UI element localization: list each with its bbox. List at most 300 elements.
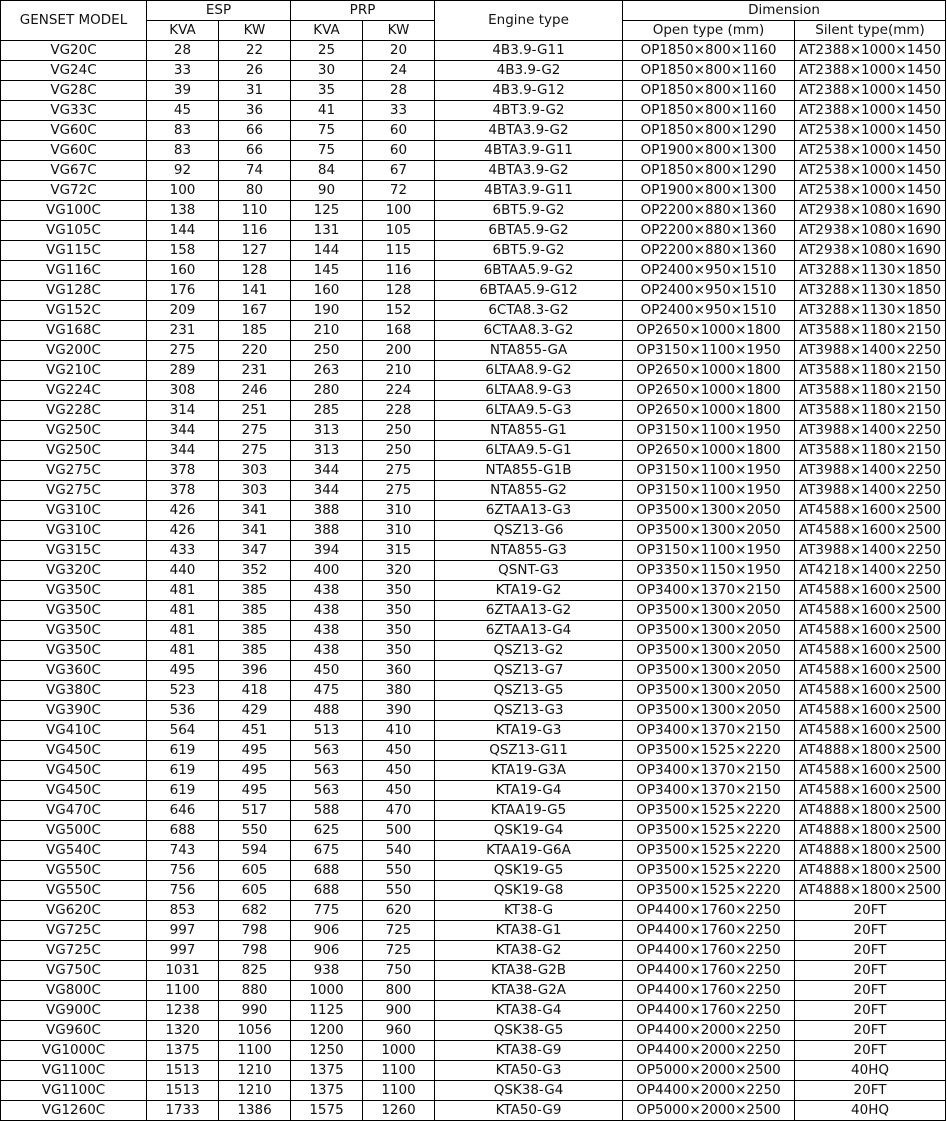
silent-type-cell: AT4588×1600×2500: [795, 601, 946, 621]
prp-kva-cell: 160: [291, 281, 363, 301]
esp-kva-cell: 1100: [147, 981, 219, 1001]
esp-kva-cell: 344: [147, 421, 219, 441]
prp-kva-cell: 1000: [291, 981, 363, 1001]
open-type-cell: OP2650×1000×1800: [623, 321, 795, 341]
table-row: [1, 201, 946, 221]
silent-type-cell: AT3588×1180×2150: [795, 401, 946, 421]
engine-type-cell: 6BTAA5.9-G12: [435, 281, 623, 301]
open-type-cell: OP3500×1300×2050: [623, 701, 795, 721]
prp-kva-cell: 313: [291, 441, 363, 461]
prp-kva-cell: 313: [291, 421, 363, 441]
genset-model-cell: VG450C: [1, 781, 147, 801]
open-type-cell: OP5000×2000×2500: [623, 1061, 795, 1081]
prp-kw-cell: 800: [363, 981, 435, 1001]
esp-kw-cell: 141: [219, 281, 291, 301]
prp-kva-cell: 438: [291, 641, 363, 661]
genset-model-cell: VG310C: [1, 501, 147, 521]
engine-type-cell: QSZ13-G11: [435, 741, 623, 761]
genset-model-cell: VG1260C: [1, 1101, 147, 1121]
silent-type-cell: AT4588×1600×2500: [795, 781, 946, 801]
table-row: [1, 941, 946, 961]
prp-kva-cell: 145: [291, 261, 363, 281]
prp-kw-cell: 250: [363, 441, 435, 461]
table-row: [1, 481, 946, 501]
prp-kva-cell: 400: [291, 561, 363, 581]
prp-kva-cell: 438: [291, 621, 363, 641]
silent-type-cell: AT4588×1600×2500: [795, 501, 946, 521]
table-body: [1, 41, 946, 1121]
silent-type-cell: AT4588×1600×2500: [795, 761, 946, 781]
silent-type-cell: AT2538×1000×1450: [795, 121, 946, 141]
open-type-cell: OP3150×1100×1950: [623, 421, 795, 441]
open-type-cell: OP3400×1370×2150: [623, 781, 795, 801]
engine-type-cell: NTA855-GA: [435, 341, 623, 361]
prp-kva-cell: 190: [291, 301, 363, 321]
prp-kw-cell: 1260: [363, 1101, 435, 1121]
silent-type-cell: AT2538×1000×1450: [795, 141, 946, 161]
genset-model-cell: VG24C: [1, 61, 147, 81]
prp-kw-cell: 105: [363, 221, 435, 241]
open-type-cell: OP3500×1525×2220: [623, 801, 795, 821]
esp-kw-cell: 990: [219, 1001, 291, 1021]
table-row: [1, 541, 946, 561]
esp-kva-cell: 231: [147, 321, 219, 341]
prp-kw-cell: 24: [363, 61, 435, 81]
esp-kva-cell: 1513: [147, 1061, 219, 1081]
prp-kva-cell: 125: [291, 201, 363, 221]
engine-type-cell: KTA38-G1: [435, 921, 623, 941]
prp-kva-cell: 1200: [291, 1021, 363, 1041]
genset-model-cell: VG115C: [1, 241, 147, 261]
esp-kw-cell: 1386: [219, 1101, 291, 1121]
prp-kva-cell: 938: [291, 961, 363, 981]
silent-type-cell: AT3988×1400×2250: [795, 341, 946, 361]
esp-kva-cell: 308: [147, 381, 219, 401]
prp-kw-cell: 33: [363, 101, 435, 121]
esp-kw-cell: 110: [219, 201, 291, 221]
table-row: [1, 581, 946, 601]
header-row-top: [1, 1, 946, 21]
table-row: [1, 801, 946, 821]
prp-kw-cell: 470: [363, 801, 435, 821]
engine-type-cell: NTA855-G1B: [435, 461, 623, 481]
engine-type-cell: QSZ13-G2: [435, 641, 623, 661]
engine-type-cell: KTA38-G4: [435, 1001, 623, 1021]
genset-model-cell: VG200C: [1, 341, 147, 361]
open-type-cell: OP2650×1000×1800: [623, 401, 795, 421]
genset-model-cell: VG450C: [1, 741, 147, 761]
open-type-cell: OP2200×880×1360: [623, 201, 795, 221]
silent-type-cell: 20FT: [795, 1041, 946, 1061]
table-row: [1, 881, 946, 901]
table-row: [1, 141, 946, 161]
esp-kva-cell: 45: [147, 101, 219, 121]
engine-type-cell: 4BTA3.9-G2: [435, 121, 623, 141]
esp-kw-cell: 429: [219, 701, 291, 721]
prp-kw-cell: 275: [363, 461, 435, 481]
genset-model-cell: VG320C: [1, 561, 147, 581]
prp-kw-cell: 100: [363, 201, 435, 221]
genset-model-cell: VG1000C: [1, 1041, 147, 1061]
open-type-cell: OP2200×880×1360: [623, 241, 795, 261]
open-type-cell: OP3400×1370×2150: [623, 761, 795, 781]
genset-model-cell: VG350C: [1, 581, 147, 601]
open-type-cell: OP4400×2000×2250: [623, 1081, 795, 1101]
prp-kva-cell: 388: [291, 501, 363, 521]
prp-kva-cell: 1575: [291, 1101, 363, 1121]
engine-type-cell: 6BT5.9-G2: [435, 241, 623, 261]
genset-model-cell: VG250C: [1, 421, 147, 441]
prp-header: PRP: [291, 1, 435, 21]
prp-kw-cell: 310: [363, 501, 435, 521]
prp-kva-cell: 1250: [291, 1041, 363, 1061]
silent-type-cell: 20FT: [795, 1021, 946, 1041]
genset-model-cell: VG380C: [1, 681, 147, 701]
engine-type-cell: 6ZTAA13-G2: [435, 601, 623, 621]
esp-kva-cell: 1238: [147, 1001, 219, 1021]
prp-kva-cell: 563: [291, 741, 363, 761]
esp-kw-cell: 251: [219, 401, 291, 421]
engine-type-cell: 4BT3.9-G2: [435, 101, 623, 121]
esp-kw-cell: 1210: [219, 1061, 291, 1081]
esp-kva-cell: 289: [147, 361, 219, 381]
esp-kw-cell: 303: [219, 461, 291, 481]
open-type-cell: OP4400×2000×2250: [623, 1041, 795, 1061]
prp-kw-cell: 350: [363, 581, 435, 601]
silent-type-cell: AT4588×1600×2500: [795, 661, 946, 681]
prp-kva-cell: 906: [291, 921, 363, 941]
silent-type-cell: AT2388×1000×1450: [795, 101, 946, 121]
open-type-cell: OP3350×1150×1950: [623, 561, 795, 581]
silent-type-cell: AT4888×1800×2500: [795, 841, 946, 861]
prp-kw-cell: 1100: [363, 1061, 435, 1081]
open-type-cell: OP3500×1300×2050: [623, 661, 795, 681]
prp-kw-cell: 28: [363, 81, 435, 101]
silent-type-cell: AT4888×1800×2500: [795, 741, 946, 761]
esp-kva-cell: 83: [147, 141, 219, 161]
engine-type-cell: 6BTA5.9-G2: [435, 221, 623, 241]
table-row: [1, 781, 946, 801]
silent-type-cell: AT4888×1800×2500: [795, 801, 946, 821]
table-row: [1, 321, 946, 341]
silent-type-cell: AT4588×1600×2500: [795, 521, 946, 541]
esp-kva-cell: 481: [147, 601, 219, 621]
prp-kva-cell: 280: [291, 381, 363, 401]
esp-kw-cell: 74: [219, 161, 291, 181]
engine-type-cell: 6BTAA5.9-G2: [435, 261, 623, 281]
open-type-cell: OP3400×1370×2150: [623, 721, 795, 741]
engine-type-cell: 6LTAA9.5-G1: [435, 441, 623, 461]
esp-kw-cell: 1210: [219, 1081, 291, 1101]
silent-type-cell: AT3588×1180×2150: [795, 361, 946, 381]
esp-kva-cell: 440: [147, 561, 219, 581]
genset-model-cell: VG350C: [1, 601, 147, 621]
engine-type-cell: 6ZTAA13-G3: [435, 501, 623, 521]
prp-kva-cell: 488: [291, 701, 363, 721]
esp-kva-cell: 158: [147, 241, 219, 261]
silent-type-cell: AT4888×1800×2500: [795, 861, 946, 881]
esp-kw-cell: 185: [219, 321, 291, 341]
genset-model-cell: VG750C: [1, 961, 147, 981]
esp-kva-cell: 28: [147, 41, 219, 61]
prp-kva-cell: 210: [291, 321, 363, 341]
silent-type-cell: AT4588×1600×2500: [795, 621, 946, 641]
esp-kw-cell: 167: [219, 301, 291, 321]
esp-kva-cell: 1320: [147, 1021, 219, 1041]
silent-type-cell: AT4588×1600×2500: [795, 681, 946, 701]
open-type-cell: OP4400×1760×2250: [623, 961, 795, 981]
silent-type-cell: 40HQ: [795, 1061, 946, 1081]
prp-kva-cell: 250: [291, 341, 363, 361]
table-row: [1, 81, 946, 101]
esp-kw-cell: 682: [219, 901, 291, 921]
table-row: [1, 741, 946, 761]
esp-kw-cell: 116: [219, 221, 291, 241]
esp-kva-cell: 1513: [147, 1081, 219, 1101]
esp-kva-cell: 33: [147, 61, 219, 81]
prp-kw-cell: 115: [363, 241, 435, 261]
genset-model-cell: VG116C: [1, 261, 147, 281]
prp-kw-cell: 200: [363, 341, 435, 361]
open-type-cell: OP3500×1300×2050: [623, 521, 795, 541]
silent-type-cell: AT2538×1000×1450: [795, 161, 946, 181]
silent-type-cell: AT3288×1130×1850: [795, 281, 946, 301]
esp-kva-cell: 433: [147, 541, 219, 561]
genset-model-cell: VG72C: [1, 181, 147, 201]
engine-type-cell: QSZ13-G6: [435, 521, 623, 541]
prp-kva-cell: 41: [291, 101, 363, 121]
silent-type-cell: AT3988×1400×2250: [795, 421, 946, 441]
engine-type-cell: 4B3.9-G2: [435, 61, 623, 81]
engine-type-cell: NTA855-G3: [435, 541, 623, 561]
genset-model-cell: VG60C: [1, 141, 147, 161]
prp-kva-cell: 438: [291, 601, 363, 621]
esp-kw-cell: 385: [219, 601, 291, 621]
table-row: [1, 1041, 946, 1061]
esp-kw-cell: 347: [219, 541, 291, 561]
genset-model-cell: VG60C: [1, 121, 147, 141]
genset-model-cell: VG350C: [1, 621, 147, 641]
prp-kva-cell: 344: [291, 461, 363, 481]
open-type-cell: OP3500×1525×2220: [623, 881, 795, 901]
esp-kw-cell: 385: [219, 641, 291, 661]
table-row: [1, 381, 946, 401]
silent-type-cell: AT2538×1000×1450: [795, 181, 946, 201]
open-type-cell: OP3500×1525×2220: [623, 821, 795, 841]
open-type-cell: OP4400×1760×2250: [623, 901, 795, 921]
genset-model-cell: VG228C: [1, 401, 147, 421]
table-row: [1, 1081, 946, 1101]
esp-kw-cell: 451: [219, 721, 291, 741]
esp-kw-cell: 66: [219, 121, 291, 141]
silent-type-cell: AT3988×1400×2250: [795, 481, 946, 501]
prp-kw-cell: 725: [363, 921, 435, 941]
open-type-cell: OP3500×1300×2050: [623, 621, 795, 641]
genset-model-cell: VG550C: [1, 861, 147, 881]
table-row: [1, 681, 946, 701]
table-row: [1, 401, 946, 421]
genset-model-cell: VG33C: [1, 101, 147, 121]
prp-kw-cell: 500: [363, 821, 435, 841]
esp-kw-cell: 495: [219, 741, 291, 761]
engine-type-cell: KTA38-G2A: [435, 981, 623, 1001]
genset-model-cell: VG470C: [1, 801, 147, 821]
prp-kva-cell: 438: [291, 581, 363, 601]
prp-kw-cell: 960: [363, 1021, 435, 1041]
esp-kw-cell: 80: [219, 181, 291, 201]
open-type-cell: OP3500×1300×2050: [623, 601, 795, 621]
open-type-cell: OP2650×1000×1800: [623, 381, 795, 401]
esp-kva-cell: 564: [147, 721, 219, 741]
open-type-cell: OP4400×2000×2250: [623, 1021, 795, 1041]
engine-type-header: Engine type: [435, 1, 623, 41]
genset-model-header: GENSET MODEL: [1, 1, 147, 41]
engine-type-cell: KT38-G: [435, 901, 623, 921]
genset-model-cell: VG275C: [1, 481, 147, 501]
genset-model-cell: VG20C: [1, 41, 147, 61]
prp-kva-cell: 513: [291, 721, 363, 741]
silent-type-cell: AT3288×1130×1850: [795, 261, 946, 281]
table-row: [1, 101, 946, 121]
esp-kva-cell: 743: [147, 841, 219, 861]
prp-kva-cell: 1375: [291, 1081, 363, 1101]
esp-kw-cell: 1056: [219, 1021, 291, 1041]
prp-kw-cell: 168: [363, 321, 435, 341]
prp-kw-cell: 350: [363, 641, 435, 661]
esp-kva-cell: 144: [147, 221, 219, 241]
open-type-cell: OP3500×1300×2050: [623, 641, 795, 661]
table-row: [1, 561, 946, 581]
table-row: [1, 61, 946, 81]
esp-kw-cell: 128: [219, 261, 291, 281]
esp-kw-cell: 594: [219, 841, 291, 861]
silent-type-cell: AT4588×1600×2500: [795, 581, 946, 601]
prp-kw-cell: 224: [363, 381, 435, 401]
engine-type-cell: 6CTAA8.3-G2: [435, 321, 623, 341]
esp-kva-cell: 646: [147, 801, 219, 821]
esp-kva-cell: 619: [147, 781, 219, 801]
prp-kw-cell: 450: [363, 741, 435, 761]
prp-kva-header: KVA: [291, 21, 363, 41]
esp-kw-cell: 275: [219, 441, 291, 461]
open-type-cell: OP3150×1100×1950: [623, 481, 795, 501]
esp-kw-cell: 341: [219, 501, 291, 521]
esp-kva-cell: 523: [147, 681, 219, 701]
genset-model-cell: VG224C: [1, 381, 147, 401]
genset-model-cell: VG620C: [1, 901, 147, 921]
silent-type-cell: AT4888×1800×2500: [795, 881, 946, 901]
engine-type-cell: KTA19-G2: [435, 581, 623, 601]
open-type-cell: OP2400×950×1510: [623, 261, 795, 281]
genset-model-cell: VG67C: [1, 161, 147, 181]
table-row: [1, 821, 946, 841]
esp-kw-cell: 246: [219, 381, 291, 401]
engine-type-cell: KTA38-G2B: [435, 961, 623, 981]
silent-type-cell: AT2388×1000×1450: [795, 61, 946, 81]
table-row: [1, 441, 946, 461]
engine-type-cell: QSK19-G8: [435, 881, 623, 901]
esp-kva-cell: 160: [147, 261, 219, 281]
engine-type-cell: 6ZTAA13-G4: [435, 621, 623, 641]
prp-kva-cell: 144: [291, 241, 363, 261]
open-type-cell: OP4400×1760×2250: [623, 981, 795, 1001]
silent-type-cell: AT4218×1400×2250: [795, 561, 946, 581]
prp-kva-cell: 475: [291, 681, 363, 701]
table-row: [1, 161, 946, 181]
prp-kva-cell: 775: [291, 901, 363, 921]
open-type-cell: OP3500×1525×2220: [623, 741, 795, 761]
silent-type-cell: AT3588×1180×2150: [795, 441, 946, 461]
esp-kva-cell: 39: [147, 81, 219, 101]
esp-kva-cell: 619: [147, 761, 219, 781]
esp-kw-cell: 880: [219, 981, 291, 1001]
open-type-cell: OP2650×1000×1800: [623, 361, 795, 381]
open-type-cell: OP3150×1100×1950: [623, 541, 795, 561]
prp-kw-cell: 450: [363, 781, 435, 801]
prp-kw-cell: 310: [363, 521, 435, 541]
esp-kw-cell: 605: [219, 881, 291, 901]
esp-kw-cell: 36: [219, 101, 291, 121]
esp-kva-cell: 176: [147, 281, 219, 301]
genset-model-cell: VG105C: [1, 221, 147, 241]
engine-type-cell: KTA38-G9: [435, 1041, 623, 1061]
open-type-cell: OP1850×800×1290: [623, 121, 795, 141]
silent-type-cell: AT4588×1600×2500: [795, 721, 946, 741]
open-type-header: Open type (mm): [623, 21, 795, 41]
table-row: [1, 341, 946, 361]
prp-kva-cell: 688: [291, 881, 363, 901]
esp-kw-cell: 825: [219, 961, 291, 981]
prp-kva-cell: 263: [291, 361, 363, 381]
genset-model-cell: VG725C: [1, 941, 147, 961]
table-header: [1, 1, 946, 41]
esp-kva-cell: 756: [147, 861, 219, 881]
silent-type-cell: AT3288×1130×1850: [795, 301, 946, 321]
esp-kva-cell: 853: [147, 901, 219, 921]
esp-kva-cell: 688: [147, 821, 219, 841]
silent-type-cell: AT2938×1080×1690: [795, 221, 946, 241]
genset-model-cell: VG350C: [1, 641, 147, 661]
table-row: [1, 761, 946, 781]
esp-kw-cell: 127: [219, 241, 291, 261]
engine-type-cell: 4BTA3.9-G2: [435, 161, 623, 181]
prp-kw-cell: 350: [363, 601, 435, 621]
silent-type-cell: 20FT: [795, 901, 946, 921]
silent-type-cell: 20FT: [795, 941, 946, 961]
silent-type-cell: AT3588×1180×2150: [795, 321, 946, 341]
prp-kw-cell: 550: [363, 881, 435, 901]
engine-type-cell: QSK19-G5: [435, 861, 623, 881]
esp-kw-cell: 231: [219, 361, 291, 381]
esp-kw-cell: 798: [219, 921, 291, 941]
open-type-cell: OP4400×1760×2250: [623, 1001, 795, 1021]
esp-kva-cell: 426: [147, 521, 219, 541]
engine-type-cell: 6CTA8.3-G2: [435, 301, 623, 321]
esp-kva-cell: 275: [147, 341, 219, 361]
esp-kva-cell: 1375: [147, 1041, 219, 1061]
silent-type-cell: AT2938×1080×1690: [795, 241, 946, 261]
engine-type-cell: QSZ13-G3: [435, 701, 623, 721]
prp-kw-header: KW: [363, 21, 435, 41]
open-type-cell: OP4400×1760×2250: [623, 941, 795, 961]
engine-type-cell: NTA855-G1: [435, 421, 623, 441]
genset-model-cell: VG128C: [1, 281, 147, 301]
prp-kw-cell: 60: [363, 121, 435, 141]
esp-kva-cell: 997: [147, 921, 219, 941]
prp-kw-cell: 450: [363, 761, 435, 781]
table-row: [1, 601, 946, 621]
esp-kw-cell: 1100: [219, 1041, 291, 1061]
